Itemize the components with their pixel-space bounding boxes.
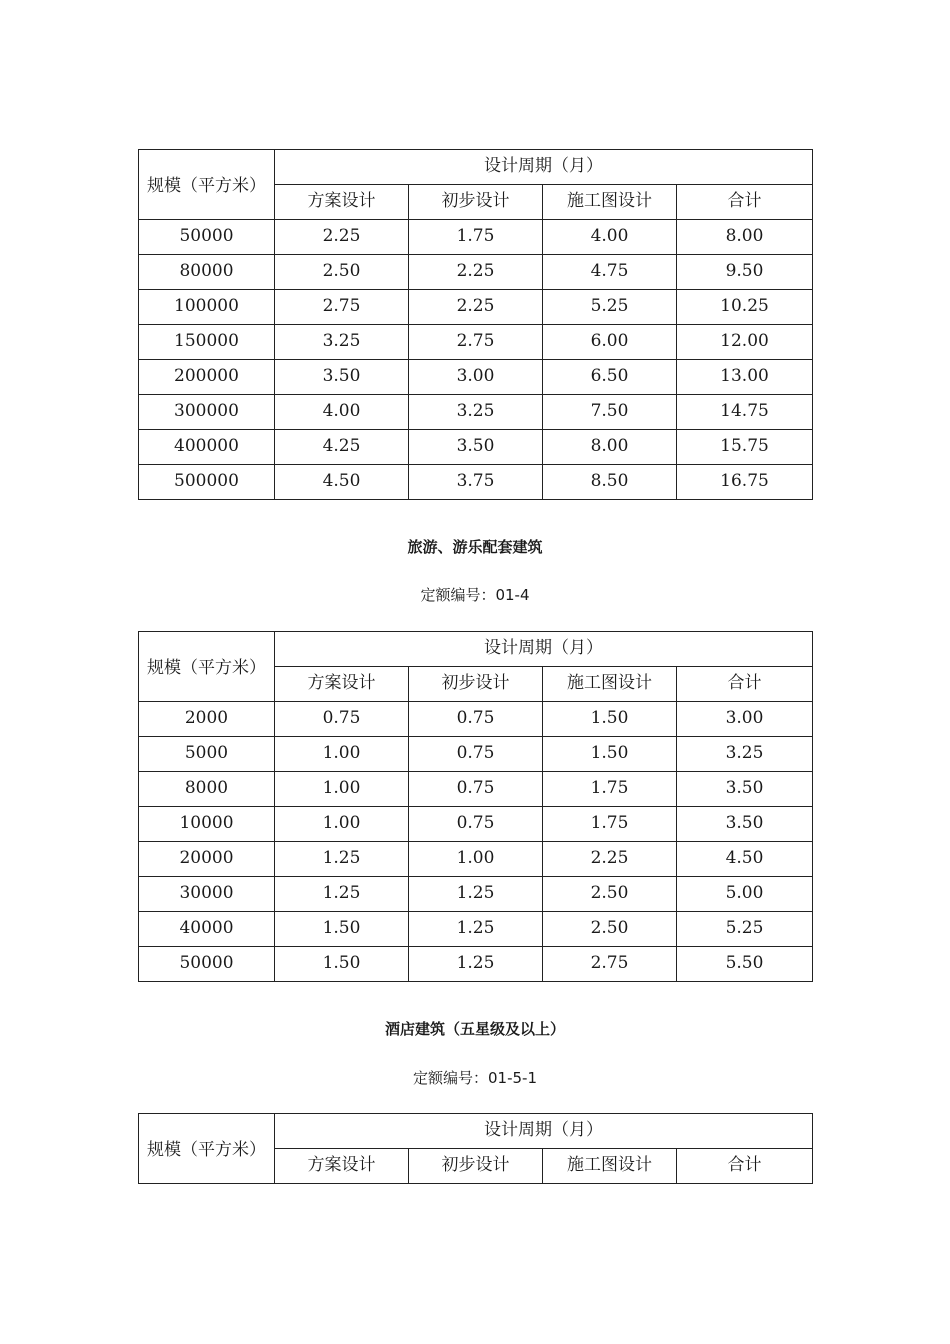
construction-drawing-cell: 2.25: [543, 842, 677, 877]
table-row: [139, 220, 813, 255]
scale-cell: 8000: [139, 772, 275, 807]
preliminary-design-cell: 1.25: [409, 947, 543, 982]
scheme-design-cell: 1.50: [275, 912, 409, 947]
table-2-body: [139, 702, 813, 982]
preliminary-design-cell: 0.75: [409, 772, 543, 807]
construction-drawing-cell: 7.50: [543, 395, 677, 430]
preliminary-design-cell: 0.75: [409, 807, 543, 842]
construction-drawing-cell: 1.75: [543, 772, 677, 807]
scheme-design-cell: 1.25: [275, 842, 409, 877]
scheme-design-cell: 1.00: [275, 772, 409, 807]
total-cell: 14.75: [677, 395, 813, 430]
table-row: [139, 842, 813, 877]
preliminary-design-cell: 3.00: [409, 360, 543, 395]
construction-drawing-cell: 2.50: [543, 877, 677, 912]
total-header: 合计: [677, 667, 813, 702]
scheme-design-cell: 3.50: [275, 360, 409, 395]
table-row: [139, 325, 813, 360]
design-period-table-3: [138, 1113, 813, 1184]
scheme-design-cell: 2.75: [275, 290, 409, 325]
scheme-design-cell: 1.25: [275, 877, 409, 912]
preliminary-design-cell: 3.25: [409, 395, 543, 430]
scheme-design-cell: 1.00: [275, 807, 409, 842]
scale-cell: 150000: [139, 325, 275, 360]
table-row: [139, 395, 813, 430]
preliminary-design-cell: 2.25: [409, 290, 543, 325]
table-row: [139, 912, 813, 947]
construction-drawing-header: 施工图设计: [543, 185, 677, 220]
total-cell: 3.00: [677, 702, 813, 737]
construction-drawing-header: 施工图设计: [543, 1149, 677, 1184]
total-cell: 5.00: [677, 877, 813, 912]
table-row: [139, 465, 813, 500]
table-row: [139, 877, 813, 912]
total-cell: 4.50: [677, 842, 813, 877]
construction-drawing-cell: 8.00: [543, 430, 677, 465]
scale-cell: 10000: [139, 807, 275, 842]
quota-code-tourism: 定额编号：01-4: [420, 586, 530, 604]
scale-cell: 200000: [139, 360, 275, 395]
preliminary-design-header: 初步设计: [409, 667, 543, 702]
scheme-design-cell: 4.50: [275, 465, 409, 500]
scheme-design-header: 方案设计: [275, 185, 409, 220]
total-cell: 12.00: [677, 325, 813, 360]
construction-drawing-cell: 6.00: [543, 325, 677, 360]
scale-header: 规模（平方米）: [139, 1114, 275, 1184]
preliminary-design-cell: 2.25: [409, 255, 543, 290]
table-row: [139, 360, 813, 395]
table-row: [139, 772, 813, 807]
section-title-tourism: 旅游、游乐配套建筑: [407, 538, 543, 556]
design-period-header: 设计周期（月）: [275, 150, 813, 185]
preliminary-design-header: 初步设计: [409, 1149, 543, 1184]
table-row: [139, 255, 813, 290]
construction-drawing-header: 施工图设计: [543, 667, 677, 702]
preliminary-design-cell: 0.75: [409, 737, 543, 772]
total-cell: 3.50: [677, 772, 813, 807]
preliminary-design-cell: 1.25: [409, 912, 543, 947]
scheme-design-cell: 2.50: [275, 255, 409, 290]
scheme-design-cell: 2.25: [275, 220, 409, 255]
scale-cell: 100000: [139, 290, 275, 325]
table-row: [139, 290, 813, 325]
construction-drawing-cell: 1.75: [543, 807, 677, 842]
scale-header: 规模（平方米）: [139, 632, 275, 702]
design-period-table-2: [138, 631, 813, 982]
total-cell: 5.50: [677, 947, 813, 982]
total-cell: 16.75: [677, 465, 813, 500]
table-row: [139, 702, 813, 737]
total-header: 合计: [677, 1149, 813, 1184]
table-1-body: [139, 220, 813, 500]
construction-drawing-cell: 5.25: [543, 290, 677, 325]
scheme-design-header: 方案设计: [275, 1149, 409, 1184]
design-period-header: 设计周期（月）: [275, 632, 813, 667]
scale-cell: 40000: [139, 912, 275, 947]
quota-code-hotel: 定额编号：01-5-1: [413, 1069, 537, 1087]
scheme-design-cell: 4.00: [275, 395, 409, 430]
construction-drawing-cell: 6.50: [543, 360, 677, 395]
table-row: [139, 947, 813, 982]
preliminary-design-cell: 2.75: [409, 325, 543, 360]
scale-cell: 5000: [139, 737, 275, 772]
scale-cell: 50000: [139, 220, 275, 255]
total-cell: 10.25: [677, 290, 813, 325]
scheme-design-cell: 0.75: [275, 702, 409, 737]
preliminary-design-cell: 1.75: [409, 220, 543, 255]
scheme-design-cell: 1.00: [275, 737, 409, 772]
scale-cell: 30000: [139, 877, 275, 912]
scale-cell: 80000: [139, 255, 275, 290]
design-period-table-1: [138, 149, 813, 500]
construction-drawing-cell: 1.50: [543, 737, 677, 772]
scheme-design-header: 方案设计: [275, 667, 409, 702]
scheme-design-cell: 1.50: [275, 947, 409, 982]
section-title-hotel: 酒店建筑（五星级及以上）: [384, 1020, 565, 1038]
total-header: 合计: [677, 185, 813, 220]
scale-cell: 400000: [139, 430, 275, 465]
table-row: [139, 807, 813, 842]
scale-cell: 20000: [139, 842, 275, 877]
preliminary-design-cell: 1.00: [409, 842, 543, 877]
design-period-header: 设计周期（月）: [275, 1114, 813, 1149]
preliminary-design-cell: 1.25: [409, 877, 543, 912]
preliminary-design-cell: 3.75: [409, 465, 543, 500]
scale-header: 规模（平方米）: [139, 150, 275, 220]
scale-cell: 50000: [139, 947, 275, 982]
scale-cell: 300000: [139, 395, 275, 430]
construction-drawing-cell: 2.75: [543, 947, 677, 982]
total-cell: 9.50: [677, 255, 813, 290]
total-cell: 3.50: [677, 807, 813, 842]
construction-drawing-cell: 4.75: [543, 255, 677, 290]
construction-drawing-cell: 8.50: [543, 465, 677, 500]
scheme-design-cell: 4.25: [275, 430, 409, 465]
scheme-design-cell: 3.25: [275, 325, 409, 360]
table-row: [139, 430, 813, 465]
total-cell: 8.00: [677, 220, 813, 255]
preliminary-design-header: 初步设计: [409, 185, 543, 220]
total-cell: 13.00: [677, 360, 813, 395]
construction-drawing-cell: 1.50: [543, 702, 677, 737]
table-row: [139, 737, 813, 772]
total-cell: 15.75: [677, 430, 813, 465]
total-cell: 3.25: [677, 737, 813, 772]
scale-cell: 2000: [139, 702, 275, 737]
preliminary-design-cell: 3.50: [409, 430, 543, 465]
preliminary-design-cell: 0.75: [409, 702, 543, 737]
construction-drawing-cell: 4.00: [543, 220, 677, 255]
scale-cell: 500000: [139, 465, 275, 500]
total-cell: 5.25: [677, 912, 813, 947]
construction-drawing-cell: 2.50: [543, 912, 677, 947]
